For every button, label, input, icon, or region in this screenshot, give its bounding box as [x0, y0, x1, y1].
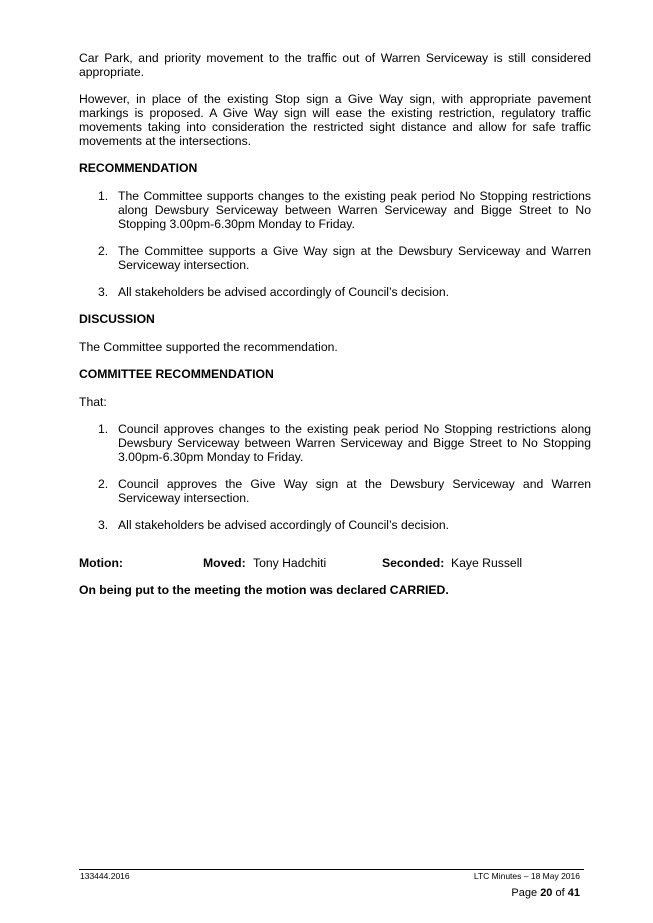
list-item: [79, 244, 591, 272]
list-item-text: The Committee supports changes to the existing peak period No Stopping restrictions along Dewsbury Serviceway between Warren Serviceway and Bigge Street to No Stopping 3.00pm-6.30pm Monday to Friday.: [118, 189, 591, 231]
moved-by: Tony Hadchiti: [253, 556, 327, 570]
discussion-heading: DISCUSSION: [79, 312, 155, 326]
committee-recommendation-list: [79, 422, 591, 532]
footer-doc-title: LTC Minutes – 18 May 2016: [473, 871, 580, 881]
list-number: 3.: [98, 518, 109, 532]
page-of: of: [555, 887, 565, 899]
list-item-text: Council approves changes to the existing peak period No Stopping restrictions along Dewsbury Serviceway between Warren Serviceway and Bigge Street to No Stopping 3.00pm-6.30pm Monday to Friday.: [118, 422, 591, 464]
recommendation-list: [79, 189, 591, 299]
page-current: 20: [540, 887, 553, 899]
list-item-text: All stakeholders be advised accordingly of Council’s decision.: [118, 285, 450, 299]
body-paragraph: However, in place of the existing Stop sign a Give Way sign, with appropriate pavement markings is proposed. A Give Way sign will ease the existing restriction, regulatory traffic movements taking into consideration the restricted sight distance and allow for safe traffic movements at the intersections.: [79, 92, 591, 148]
footer-divider: [79, 869, 584, 870]
list-item: [79, 189, 591, 231]
list-item: [79, 285, 591, 299]
page-number: [380, 887, 580, 899]
list-item-text: All stakeholders be advised accordingly of Council’s decision.: [118, 518, 450, 532]
list-number: 2.: [98, 477, 109, 491]
discussion-text: The Committee supported the recommendation.: [79, 340, 338, 354]
list-number: 2.: [98, 244, 109, 258]
committee-recommendation-heading: COMMITTEE RECOMMENDATION: [79, 367, 274, 381]
seconded-label: Seconded:: [382, 556, 445, 570]
moved-label: Moved:: [203, 556, 246, 570]
list-item: [79, 477, 591, 505]
page-word: Page: [511, 887, 538, 899]
footer-doc-number: 133444.2016: [80, 871, 130, 881]
recommendation-heading: RECOMMENDATION: [79, 161, 198, 175]
motion-result: On being put to the meeting the motion was declared CARRIED.: [79, 583, 449, 597]
list-item-text: The Committee supports a Give Way sign at the Dewsbury Serviceway and Warren Serviceway intersection.: [118, 244, 591, 272]
list-number: 1.: [98, 422, 109, 436]
list-number: 3.: [98, 285, 109, 299]
seconded-by: Kaye Russell: [451, 556, 523, 570]
list-item-text: Council approves the Give Way sign at the Dewsbury Serviceway and Warren Serviceway intersection.: [118, 477, 591, 505]
page-total: 41: [567, 887, 580, 899]
motion-label: Motion:: [79, 556, 123, 570]
committee-recommendation-intro: That:: [79, 395, 107, 409]
list-item: [79, 518, 591, 532]
list-item: [79, 422, 591, 464]
list-number: 1.: [98, 189, 109, 203]
body-paragraph: Car Park, and priority movement to the traffic out of Warren Serviceway is still considered appropriate.: [79, 51, 591, 79]
page-body: [79, 51, 591, 597]
motion-row: [79, 556, 591, 570]
